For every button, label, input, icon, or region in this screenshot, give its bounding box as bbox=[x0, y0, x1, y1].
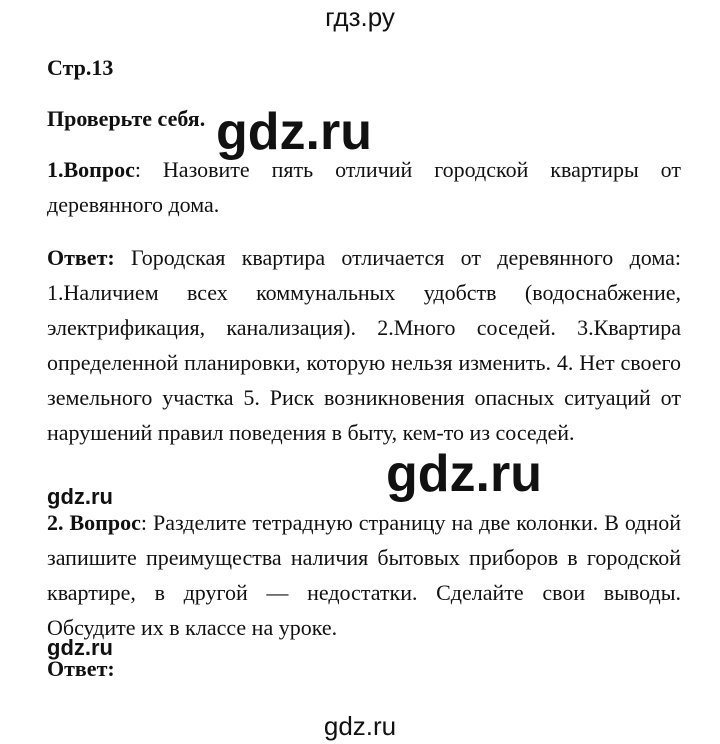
answer-2-label: Ответ: bbox=[47, 656, 115, 681]
watermark-top: гдз.ру bbox=[325, 2, 395, 32]
section-title: Проверьте себя. bbox=[47, 106, 206, 131]
answer-1-label: Ответ: bbox=[47, 245, 115, 270]
page-number: Стр.13 bbox=[47, 55, 114, 80]
question-1-label: 1.Вопрос bbox=[47, 157, 135, 182]
question-2-text: : Разделите тетрадную страницу на две колонки. В одной запишите преимущества наличия бытовых приборов в городской квартире, в другой — недостатки. Сделайте свои выводы. Обсудите их в классе на уроке. bbox=[47, 510, 682, 640]
question-2-label: 2. Вопрос bbox=[47, 510, 141, 535]
watermark-large-2: gdz.ru bbox=[386, 445, 542, 503]
watermark-small-1: gdz.ru bbox=[47, 484, 113, 509]
watermark-small-2: gdz.ru bbox=[47, 635, 113, 660]
watermark-large-1: gdz.ru bbox=[216, 103, 372, 161]
question-1 bbox=[47, 152, 681, 222]
answer-1-text: Городская квартира отличается от деревянного дома: 1.Наличием всех коммунальных удобств (водоснабжение, электрификация, канализация). 2.Много соседей. 3.Квартира определенной планировки, которую нельзя изменить. 4. Нет своего земельного участка 5. Риск возникновения опасных ситуаций от нарушений правил поведения в быту, кем-то из соседей. bbox=[47, 245, 681, 445]
answer-1 bbox=[47, 240, 681, 450]
watermark-bottom: gdz.ru bbox=[323, 711, 397, 741]
question-1-text: : Назовите пять отличий городской квартиры от деревянного дома. bbox=[47, 157, 681, 217]
question-2 bbox=[47, 505, 681, 645]
